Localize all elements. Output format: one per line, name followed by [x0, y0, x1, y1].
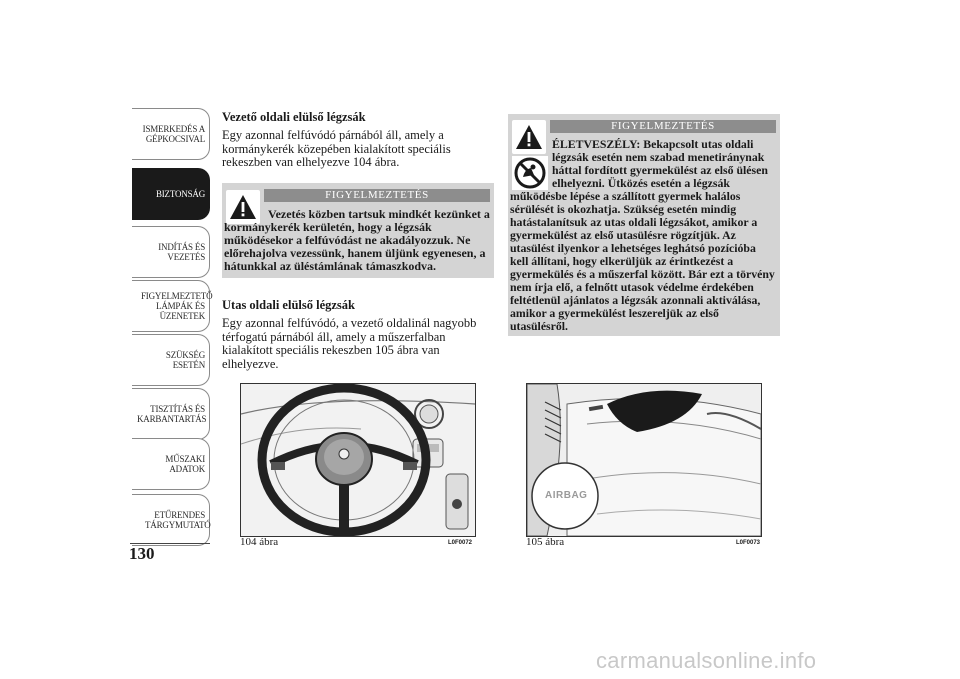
page-number: 130	[129, 544, 155, 563]
warning-1-text: Vezetés közben tartsuk mindkét kezünket a kormánykerék kerületén, hogy a légzsák működésekor a felfúvódást ne akadályozzuk. Ne előrehajolva vezessünk, hanem üljünk egyenesen, a hátunkkal az üléstámlának támaszkodva.	[224, 207, 490, 273]
tab-inditas[interactable]: INDÍTÁS ÉS VEZETÉS	[132, 226, 210, 278]
para-passenger-airbag: Egy azonnal felfúvódó, a vezető oldalinál nagyobb térfogatú párnából áll, amely a műszerfalban kialakított speciális rekeszben 105 ábra van elhelyezve.	[222, 316, 477, 371]
heading-passenger-airbag: Utas oldali elülső légzsák	[222, 298, 355, 312]
warning-2-text: ÉLETVESZÉLY: Bekapcsolt utas oldali légzsák esetén nem szabad menetiránynak háttal fordított gyermekülést az első ülésen elhelyezni. Ütközés esetén a légzsák működésbe lépése a szállított gyermek halálos sérülését is okozhatja. Szükség esetén mindig hatástalanítsuk az utas oldali légzsákot, amikor a gyermekülést az első utasülésre rögzítjük. Az utasülést ilyenkor a lehetséges leghátsó pozícióba kell állítani, hogy elkerüljük az érintkezést a gyermekülés és a műszerfal között. Bár ezt a törvény nem írja elő, a felnőtt utasok védelme érdekében feltétlenül ajánlatos a légzsák azonnali aktiválása, amikor a gyermekülést leszereljük az első utasülésről.	[510, 137, 775, 333]
tab-muszaki[interactable]: MŰSZAKI ADATOK	[132, 438, 210, 490]
text-wrap-spacer	[510, 138, 552, 190]
passenger-section	[222, 298, 494, 371]
warning-1-title: FIGYELMEZTETÉS	[264, 189, 490, 202]
tab-tisztitas[interactable]: TISZTÍTÁS ÉS KARBANTARTÁS	[132, 388, 210, 440]
figure-104-code: L0F0072	[448, 540, 473, 546]
figure-105-code: L0F0073	[736, 540, 761, 546]
left-column	[222, 110, 494, 170]
figure-105-caption: 105 ábra	[526, 536, 565, 548]
tab-targymutato[interactable]: ETŰRENDES TÁRGYMUTATÓ	[132, 494, 210, 546]
tab-ismerkedes[interactable]: ISMERKEDÉS A GÉPKOCSIVAL	[132, 108, 210, 160]
warning-2-title: FIGYELMEZTETÉS	[550, 120, 776, 133]
watermark: carmanualsonline.info	[596, 648, 817, 673]
tab-szukseg[interactable]: SZÜKSÉG ESETÉN	[132, 334, 210, 386]
figure-104-caption: 104 ábra	[240, 536, 279, 548]
airbag-label: AIRBAG	[545, 490, 588, 501]
figure-104-steering-wheel	[240, 383, 476, 537]
tab-biztonsag[interactable]: BIZTONSÁG	[132, 168, 210, 220]
tab-figyelmezteto[interactable]: FIGYELMEZTETŐ LÁMPÁK ÉS ÜZENETEK	[132, 280, 210, 332]
para-driver-airbag: Egy azonnal felfúvódó párnából áll, amely a kormánykerék közepében kialakított speciális rekeszben van elhelyezve 104 ábra.	[222, 128, 451, 169]
figure-105-passenger-airbag	[526, 383, 762, 537]
heading-driver-airbag: Vezető oldali elülső légzsák	[222, 110, 366, 124]
